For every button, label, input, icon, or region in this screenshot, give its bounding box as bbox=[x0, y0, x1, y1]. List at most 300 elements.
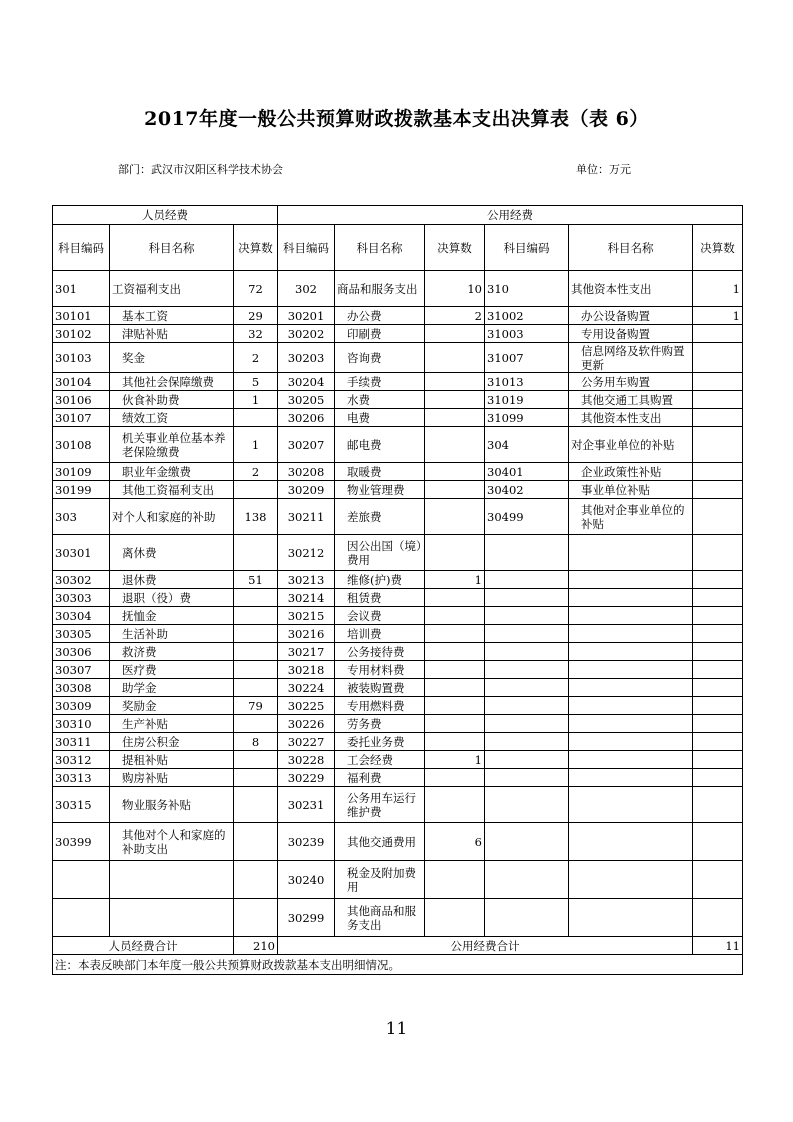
table-row bbox=[53, 463, 743, 481]
public-name: 劳务费 bbox=[335, 715, 425, 733]
table-row bbox=[53, 823, 743, 861]
personnel-name: 抚恤金 bbox=[110, 607, 234, 625]
column-header-row bbox=[53, 225, 743, 271]
table-row bbox=[53, 325, 743, 343]
personnel-code: 30101 bbox=[53, 307, 110, 325]
personnel-name: 其他社会保障缴费 bbox=[110, 373, 234, 391]
personnel-code: 30307 bbox=[53, 661, 110, 679]
public-code: 302 bbox=[278, 271, 335, 307]
public-name: 办公费 bbox=[335, 307, 425, 325]
personnel-code: 30306 bbox=[53, 643, 110, 661]
header-amount: 决算数 bbox=[693, 225, 743, 271]
capital-name bbox=[569, 769, 693, 787]
public-name: 电费 bbox=[335, 409, 425, 427]
personnel-name: 绩效工资 bbox=[110, 409, 234, 427]
personnel-amount: 8 bbox=[234, 733, 278, 751]
public-amount bbox=[425, 427, 485, 463]
capital-name bbox=[569, 697, 693, 715]
capital-code bbox=[485, 899, 569, 937]
capital-code: 31019 bbox=[485, 391, 569, 409]
public-amount bbox=[425, 607, 485, 625]
personnel-amount bbox=[234, 409, 278, 427]
capital-amount bbox=[693, 409, 743, 427]
totals-row bbox=[53, 937, 743, 955]
personnel-amount: 138 bbox=[234, 499, 278, 535]
personnel-amount bbox=[234, 643, 278, 661]
capital-amount bbox=[693, 325, 743, 343]
capital-code: 31099 bbox=[485, 409, 569, 427]
public-amount bbox=[425, 643, 485, 661]
personnel-amount: 51 bbox=[234, 571, 278, 589]
personnel-name: 伙食补助费 bbox=[110, 391, 234, 409]
personnel-amount bbox=[234, 787, 278, 823]
public-name: 培训费 bbox=[335, 625, 425, 643]
page-number: 11 bbox=[385, 1019, 408, 1039]
capital-code bbox=[485, 861, 569, 899]
public-amount bbox=[425, 373, 485, 391]
public-name: 商品和服务支出 bbox=[335, 271, 425, 307]
capital-name: 事业单位补贴 bbox=[569, 481, 693, 499]
header-amount: 决算数 bbox=[234, 225, 278, 271]
personnel-code: 30309 bbox=[53, 697, 110, 715]
capital-code bbox=[485, 697, 569, 715]
personnel-code: 30313 bbox=[53, 769, 110, 787]
public-code: 30216 bbox=[278, 625, 335, 643]
page-title: 2017年度一般公共预算财政拨款基本支出决算表（表 6） bbox=[144, 108, 649, 130]
personnel-amount bbox=[234, 679, 278, 697]
personnel-name: 购房补贴 bbox=[110, 769, 234, 787]
capital-amount bbox=[693, 571, 743, 589]
public-amount bbox=[425, 325, 485, 343]
capital-amount bbox=[693, 343, 743, 373]
capital-name: 办公设备购置 bbox=[569, 307, 693, 325]
capital-amount bbox=[693, 823, 743, 861]
public-amount bbox=[425, 661, 485, 679]
table-row bbox=[53, 715, 743, 733]
personnel-amount bbox=[234, 661, 278, 679]
public-code: 30208 bbox=[278, 463, 335, 481]
public-code: 30201 bbox=[278, 307, 335, 325]
personnel-name: 退职（役）费 bbox=[110, 589, 234, 607]
personnel-name: 基本工资 bbox=[110, 307, 234, 325]
public-code: 30224 bbox=[278, 679, 335, 697]
personnel-amount bbox=[234, 769, 278, 787]
personnel-name: 工资福利支出 bbox=[110, 271, 234, 307]
personnel-amount bbox=[234, 625, 278, 643]
personnel-code: 30311 bbox=[53, 733, 110, 751]
group-header-row bbox=[53, 206, 743, 225]
personnel-name: 医疗费 bbox=[110, 661, 234, 679]
personnel-amount: 29 bbox=[234, 307, 278, 325]
table-row bbox=[53, 733, 743, 751]
header-name: 科目名称 bbox=[569, 225, 693, 271]
personnel-name: 物业服务补贴 bbox=[110, 787, 234, 823]
personnel-code: 30108 bbox=[53, 427, 110, 463]
public-code: 30211 bbox=[278, 499, 335, 535]
personnel-amount bbox=[234, 481, 278, 499]
public-amount bbox=[425, 343, 485, 373]
personnel-name: 退休费 bbox=[110, 571, 234, 589]
capital-name bbox=[569, 787, 693, 823]
personnel-name: 提租补贴 bbox=[110, 751, 234, 769]
public-name: 委托业务费 bbox=[335, 733, 425, 751]
personnel-code: 30102 bbox=[53, 325, 110, 343]
capital-code: 31002 bbox=[485, 307, 569, 325]
personnel-amount bbox=[234, 861, 278, 899]
capital-name bbox=[569, 625, 693, 643]
capital-amount bbox=[693, 899, 743, 937]
capital-amount bbox=[693, 643, 743, 661]
public-amount: 1 bbox=[425, 751, 485, 769]
table-row bbox=[53, 861, 743, 899]
public-code: 30218 bbox=[278, 661, 335, 679]
personnel-code: 303 bbox=[53, 499, 110, 535]
public-code: 30228 bbox=[278, 751, 335, 769]
public-code: 30209 bbox=[278, 481, 335, 499]
personnel-code: 30302 bbox=[53, 571, 110, 589]
table-row bbox=[53, 679, 743, 697]
table-row bbox=[53, 481, 743, 499]
personnel-code: 301 bbox=[53, 271, 110, 307]
capital-amount bbox=[693, 661, 743, 679]
public-amount: 10 bbox=[425, 271, 485, 307]
capital-name bbox=[569, 679, 693, 697]
capital-code: 30402 bbox=[485, 481, 569, 499]
capital-name: 信息网络及软件购置更新 bbox=[569, 343, 693, 373]
public-amount: 6 bbox=[425, 823, 485, 861]
public-name: 公务用车运行维护费 bbox=[335, 787, 425, 823]
table-row bbox=[53, 787, 743, 823]
table-row bbox=[53, 589, 743, 607]
capital-code bbox=[485, 787, 569, 823]
capital-amount bbox=[693, 751, 743, 769]
public-code: 30299 bbox=[278, 899, 335, 937]
personnel-name: 奖励金 bbox=[110, 697, 234, 715]
public-code: 30202 bbox=[278, 325, 335, 343]
note-row bbox=[53, 955, 743, 975]
capital-amount bbox=[693, 769, 743, 787]
public-name: 其他商品和服务支出 bbox=[335, 899, 425, 937]
table-row bbox=[53, 409, 743, 427]
capital-code bbox=[485, 823, 569, 861]
public-name: 被装购置费 bbox=[335, 679, 425, 697]
public-code: 30217 bbox=[278, 643, 335, 661]
public-code: 30203 bbox=[278, 343, 335, 373]
personnel-amount: 32 bbox=[234, 325, 278, 343]
personnel-amount bbox=[234, 535, 278, 571]
capital-code bbox=[485, 625, 569, 643]
personnel-amount: 72 bbox=[234, 271, 278, 307]
public-name: 租赁费 bbox=[335, 589, 425, 607]
personnel-code: 30305 bbox=[53, 625, 110, 643]
capital-code: 31007 bbox=[485, 343, 569, 373]
personnel-total-value: 210 bbox=[234, 937, 278, 955]
public-name: 因公出国（境）费用 bbox=[335, 535, 425, 571]
public-amount bbox=[425, 535, 485, 571]
table-row bbox=[53, 271, 743, 307]
capital-code bbox=[485, 679, 569, 697]
table-row bbox=[53, 571, 743, 589]
personnel-code bbox=[53, 899, 110, 937]
public-total-value: 11 bbox=[693, 937, 743, 955]
capital-name: 其他资本性支出 bbox=[569, 271, 693, 307]
capital-name bbox=[569, 607, 693, 625]
public-amount bbox=[425, 679, 485, 697]
header-code: 科目编码 bbox=[485, 225, 569, 271]
capital-code bbox=[485, 643, 569, 661]
personnel-total-label: 人员经费合计 bbox=[53, 937, 234, 955]
personnel-name: 机关事业单位基本养老保险缴费 bbox=[110, 427, 234, 463]
personnel-code: 30104 bbox=[53, 373, 110, 391]
header-code: 科目编码 bbox=[53, 225, 110, 271]
public-amount: 1 bbox=[425, 571, 485, 589]
public-amount bbox=[425, 787, 485, 823]
capital-amount bbox=[693, 481, 743, 499]
public-code: 30239 bbox=[278, 823, 335, 861]
public-code: 30225 bbox=[278, 697, 335, 715]
capital-amount bbox=[693, 715, 743, 733]
public-code: 30207 bbox=[278, 427, 335, 463]
personnel-code: 30106 bbox=[53, 391, 110, 409]
capital-name bbox=[569, 715, 693, 733]
table-row bbox=[53, 607, 743, 625]
public-amount: 2 bbox=[425, 307, 485, 325]
public-code: 30215 bbox=[278, 607, 335, 625]
table-row bbox=[53, 899, 743, 937]
personnel-code: 30312 bbox=[53, 751, 110, 769]
personnel-amount bbox=[234, 751, 278, 769]
public-amount bbox=[425, 499, 485, 535]
table-row bbox=[53, 661, 743, 679]
public-amount bbox=[425, 391, 485, 409]
personnel-code bbox=[53, 861, 110, 899]
table-row bbox=[53, 751, 743, 769]
capital-name bbox=[569, 899, 693, 937]
table-row bbox=[53, 343, 743, 373]
table-row bbox=[53, 373, 743, 391]
public-amount bbox=[425, 409, 485, 427]
public-amount bbox=[425, 899, 485, 937]
personnel-name bbox=[110, 899, 234, 937]
table-row bbox=[53, 307, 743, 325]
capital-amount bbox=[693, 733, 743, 751]
capital-amount bbox=[693, 787, 743, 823]
capital-code: 31003 bbox=[485, 325, 569, 343]
header-amount: 决算数 bbox=[425, 225, 485, 271]
table-row bbox=[53, 769, 743, 787]
personnel-name: 生活补助 bbox=[110, 625, 234, 643]
capital-name: 其他对企事业单位的补贴 bbox=[569, 499, 693, 535]
personnel-code: 30308 bbox=[53, 679, 110, 697]
public-name: 公务接待费 bbox=[335, 643, 425, 661]
personnel-name: 住房公积金 bbox=[110, 733, 234, 751]
capital-name bbox=[569, 861, 693, 899]
table-row bbox=[53, 643, 743, 661]
public-name: 会议费 bbox=[335, 607, 425, 625]
personnel-code: 30199 bbox=[53, 481, 110, 499]
public-name: 其他交通费用 bbox=[335, 823, 425, 861]
capital-name: 专用设备购置 bbox=[569, 325, 693, 343]
capital-name bbox=[569, 589, 693, 607]
public-amount bbox=[425, 769, 485, 787]
capital-code bbox=[485, 751, 569, 769]
personnel-code: 30103 bbox=[53, 343, 110, 373]
personnel-code: 30399 bbox=[53, 823, 110, 861]
personnel-amount bbox=[234, 823, 278, 861]
public-name: 维修(护)费 bbox=[335, 571, 425, 589]
personnel-code: 30301 bbox=[53, 535, 110, 571]
personnel-amount: 2 bbox=[234, 343, 278, 373]
capital-amount bbox=[693, 589, 743, 607]
table-row bbox=[53, 391, 743, 409]
public-name: 取暖费 bbox=[335, 463, 425, 481]
table-row bbox=[53, 535, 743, 571]
public-name: 差旅费 bbox=[335, 499, 425, 535]
capital-code bbox=[485, 715, 569, 733]
public-name: 工会经费 bbox=[335, 751, 425, 769]
personnel-name: 其他工资福利支出 bbox=[110, 481, 234, 499]
personnel-amount bbox=[234, 899, 278, 937]
table-row bbox=[53, 697, 743, 715]
public-name: 专用材料费 bbox=[335, 661, 425, 679]
capital-code: 30499 bbox=[485, 499, 569, 535]
personnel-amount: 1 bbox=[234, 391, 278, 409]
unit-label: 单位：万元 bbox=[576, 163, 631, 176]
personnel-code: 30107 bbox=[53, 409, 110, 427]
table-row bbox=[53, 625, 743, 643]
capital-name: 对企事业单位的补贴 bbox=[569, 427, 693, 463]
capital-amount bbox=[693, 535, 743, 571]
capital-code bbox=[485, 589, 569, 607]
capital-name: 其他交通工具购置 bbox=[569, 391, 693, 409]
capital-name: 企业政策性补贴 bbox=[569, 463, 693, 481]
public-name: 水费 bbox=[335, 391, 425, 409]
public-amount bbox=[425, 463, 485, 481]
header-name: 科目名称 bbox=[110, 225, 234, 271]
personnel-amount: 5 bbox=[234, 373, 278, 391]
public-name: 税金及附加费用 bbox=[335, 861, 425, 899]
public-name: 福利费 bbox=[335, 769, 425, 787]
header-name: 科目名称 bbox=[335, 225, 425, 271]
personnel-name: 其他对个人和家庭的补助支出 bbox=[110, 823, 234, 861]
capital-code: 304 bbox=[485, 427, 569, 463]
personnel-name: 救济费 bbox=[110, 643, 234, 661]
personnel-name: 生产补贴 bbox=[110, 715, 234, 733]
public-name: 邮电费 bbox=[335, 427, 425, 463]
public-amount bbox=[425, 589, 485, 607]
capital-name bbox=[569, 823, 693, 861]
group-personnel: 人员经费 bbox=[53, 206, 278, 225]
public-name: 物业管理费 bbox=[335, 481, 425, 499]
public-amount bbox=[425, 861, 485, 899]
public-code: 30204 bbox=[278, 373, 335, 391]
public-code: 30229 bbox=[278, 769, 335, 787]
public-code: 30214 bbox=[278, 589, 335, 607]
capital-amount bbox=[693, 679, 743, 697]
capital-name bbox=[569, 751, 693, 769]
personnel-name bbox=[110, 861, 234, 899]
capital-amount: 1 bbox=[693, 307, 743, 325]
public-code: 30231 bbox=[278, 787, 335, 823]
group-public: 公用经费 bbox=[278, 206, 743, 225]
capital-name bbox=[569, 571, 693, 589]
capital-amount: 1 bbox=[693, 271, 743, 307]
public-code: 30213 bbox=[278, 571, 335, 589]
personnel-name: 津贴补贴 bbox=[110, 325, 234, 343]
personnel-code: 30109 bbox=[53, 463, 110, 481]
public-amount bbox=[425, 481, 485, 499]
public-total-label: 公用经费合计 bbox=[278, 937, 693, 955]
capital-amount bbox=[693, 625, 743, 643]
capital-name: 其他资本性支出 bbox=[569, 409, 693, 427]
personnel-amount bbox=[234, 715, 278, 733]
public-code: 30206 bbox=[278, 409, 335, 427]
public-amount bbox=[425, 625, 485, 643]
capital-name: 公务用车购置 bbox=[569, 373, 693, 391]
public-name: 专用燃料费 bbox=[335, 697, 425, 715]
personnel-code: 30310 bbox=[53, 715, 110, 733]
capital-name bbox=[569, 643, 693, 661]
table-row bbox=[53, 427, 743, 463]
public-code: 30205 bbox=[278, 391, 335, 409]
capital-amount bbox=[693, 861, 743, 899]
capital-amount bbox=[693, 499, 743, 535]
expenditure-table bbox=[52, 205, 743, 975]
capital-amount bbox=[693, 463, 743, 481]
personnel-name: 助学金 bbox=[110, 679, 234, 697]
personnel-name: 职业年金缴费 bbox=[110, 463, 234, 481]
capital-code: 310 bbox=[485, 271, 569, 307]
capital-code bbox=[485, 571, 569, 589]
capital-code bbox=[485, 607, 569, 625]
capital-amount bbox=[693, 427, 743, 463]
public-code: 30240 bbox=[278, 861, 335, 899]
public-code: 30212 bbox=[278, 535, 335, 571]
personnel-name: 奖金 bbox=[110, 343, 234, 373]
public-code: 30227 bbox=[278, 733, 335, 751]
capital-amount bbox=[693, 373, 743, 391]
personnel-amount: 1 bbox=[234, 427, 278, 463]
personnel-name: 离休费 bbox=[110, 535, 234, 571]
personnel-amount: 2 bbox=[234, 463, 278, 481]
public-name: 咨询费 bbox=[335, 343, 425, 373]
header-code: 科目编码 bbox=[278, 225, 335, 271]
capital-code: 31013 bbox=[485, 373, 569, 391]
personnel-code: 30303 bbox=[53, 589, 110, 607]
public-code: 30226 bbox=[278, 715, 335, 733]
public-name: 印刷费 bbox=[335, 325, 425, 343]
capital-code bbox=[485, 733, 569, 751]
capital-name bbox=[569, 733, 693, 751]
table-note: 注：本表反映部门本年度一般公共预算财政拨款基本支出明细情况。 bbox=[53, 955, 743, 975]
personnel-amount bbox=[234, 589, 278, 607]
public-amount bbox=[425, 697, 485, 715]
capital-amount bbox=[693, 391, 743, 409]
personnel-code: 30304 bbox=[53, 607, 110, 625]
table-row bbox=[53, 499, 743, 535]
capital-name bbox=[569, 535, 693, 571]
public-amount bbox=[425, 715, 485, 733]
personnel-amount bbox=[234, 607, 278, 625]
capital-name bbox=[569, 661, 693, 679]
capital-code bbox=[485, 769, 569, 787]
personnel-amount: 79 bbox=[234, 697, 278, 715]
public-amount bbox=[425, 733, 485, 751]
capital-amount bbox=[693, 607, 743, 625]
capital-code bbox=[485, 535, 569, 571]
personnel-name: 对个人和家庭的补助 bbox=[110, 499, 234, 535]
department-label: 部门：武汉市汉阳区科学技术协会 bbox=[118, 163, 283, 176]
